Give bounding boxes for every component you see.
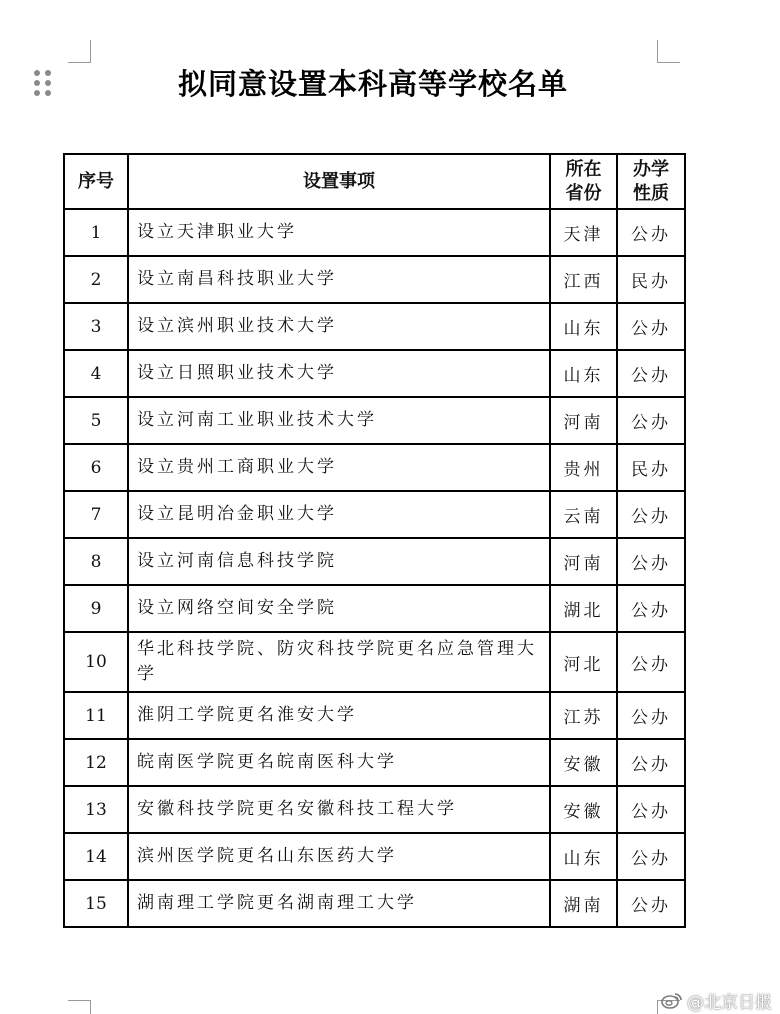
weibo-icon	[661, 991, 683, 1009]
row-type: 公办	[617, 632, 685, 692]
row-type: 公办	[617, 585, 685, 632]
row-item: 滨州医学院更名山东医药大学	[128, 833, 550, 880]
row-type: 公办	[617, 491, 685, 538]
row-number: 13	[64, 786, 128, 833]
table-row	[64, 397, 685, 444]
row-number: 10	[64, 632, 128, 692]
row-number: 9	[64, 585, 128, 632]
row-number: 3	[64, 303, 128, 350]
table-row	[64, 739, 685, 786]
table-row	[64, 491, 685, 538]
row-type: 公办	[617, 397, 685, 444]
row-type: 公办	[617, 880, 685, 927]
row-province: 贵州	[550, 444, 617, 491]
row-item: 华北科技学院、防灾科技学院更名应急管理大学	[128, 632, 550, 692]
row-item: 设立昆明冶金职业大学	[128, 491, 550, 538]
page-title: 拟同意设置本科高等学校名单	[177, 67, 568, 101]
row-province: 江苏	[550, 692, 617, 739]
row-number: 12	[64, 739, 128, 786]
table-row	[64, 444, 685, 491]
row-type: 公办	[617, 833, 685, 880]
row-number: 2	[64, 256, 128, 303]
row-item: 湖南理工学院更名湖南理工大学	[128, 880, 550, 927]
crop-mark-top-left	[68, 40, 91, 63]
row-province: 山东	[550, 303, 617, 350]
row-province: 湖北	[550, 585, 617, 632]
row-type: 公办	[617, 739, 685, 786]
table-row	[64, 833, 685, 880]
school-list-table	[63, 153, 686, 928]
header-item: 设置事项	[128, 154, 550, 209]
row-province: 山东	[550, 833, 617, 880]
row-type: 公办	[617, 786, 685, 833]
row-item: 设立南昌科技职业大学	[128, 256, 550, 303]
table-row	[64, 692, 685, 739]
row-item: 淮阴工学院更名淮安大学	[128, 692, 550, 739]
row-province: 河北	[550, 632, 617, 692]
row-item: 设立河南工业职业技术大学	[128, 397, 550, 444]
row-type: 公办	[617, 350, 685, 397]
table-row	[64, 538, 685, 585]
row-item: 设立日照职业技术大学	[128, 350, 550, 397]
table-row	[64, 786, 685, 833]
table-row	[64, 632, 685, 692]
table-header-row	[64, 154, 685, 209]
row-item: 皖南医学院更名皖南医科大学	[128, 739, 550, 786]
row-province: 山东	[550, 350, 617, 397]
row-item: 设立贵州工商职业大学	[128, 444, 550, 491]
row-number: 8	[64, 538, 128, 585]
header-no: 序号	[64, 154, 128, 209]
table-row	[64, 303, 685, 350]
row-number: 15	[64, 880, 128, 927]
row-province: 河南	[550, 397, 617, 444]
row-type: 民办	[617, 256, 685, 303]
row-number: 11	[64, 692, 128, 739]
row-item: 安徽科技学院更名安徽科技工程大学	[128, 786, 550, 833]
row-item: 设立网络空间安全学院	[128, 585, 550, 632]
row-number: 1	[64, 209, 128, 256]
table-row	[64, 350, 685, 397]
table-row	[64, 880, 685, 927]
row-type: 公办	[617, 538, 685, 585]
row-type: 公办	[617, 209, 685, 256]
row-province: 安徽	[550, 739, 617, 786]
row-type: 公办	[617, 692, 685, 739]
header-province: 所在省份	[550, 154, 617, 209]
row-province: 云南	[550, 491, 617, 538]
row-type: 公办	[617, 303, 685, 350]
row-item: 设立河南信息科技学院	[128, 538, 550, 585]
row-province: 河南	[550, 538, 617, 585]
watermark-text: @北京日报	[687, 992, 772, 1013]
row-province: 安徽	[550, 786, 617, 833]
row-province: 湖南	[550, 880, 617, 927]
table-row	[64, 256, 685, 303]
row-number: 7	[64, 491, 128, 538]
table-row	[64, 209, 685, 256]
row-number: 5	[64, 397, 128, 444]
crop-mark-bottom-left	[68, 1000, 91, 1014]
row-province: 天津	[550, 209, 617, 256]
row-item: 设立天津职业大学	[128, 209, 550, 256]
row-number: 6	[64, 444, 128, 491]
row-item: 设立滨州职业技术大学	[128, 303, 550, 350]
row-type: 民办	[617, 444, 685, 491]
crop-mark-top-right	[657, 40, 680, 63]
table-row	[64, 585, 685, 632]
header-type: 办学性质	[617, 154, 685, 209]
row-number: 4	[64, 350, 128, 397]
weibo-watermark	[661, 988, 772, 1012]
row-number: 14	[64, 833, 128, 880]
row-province: 江西	[550, 256, 617, 303]
